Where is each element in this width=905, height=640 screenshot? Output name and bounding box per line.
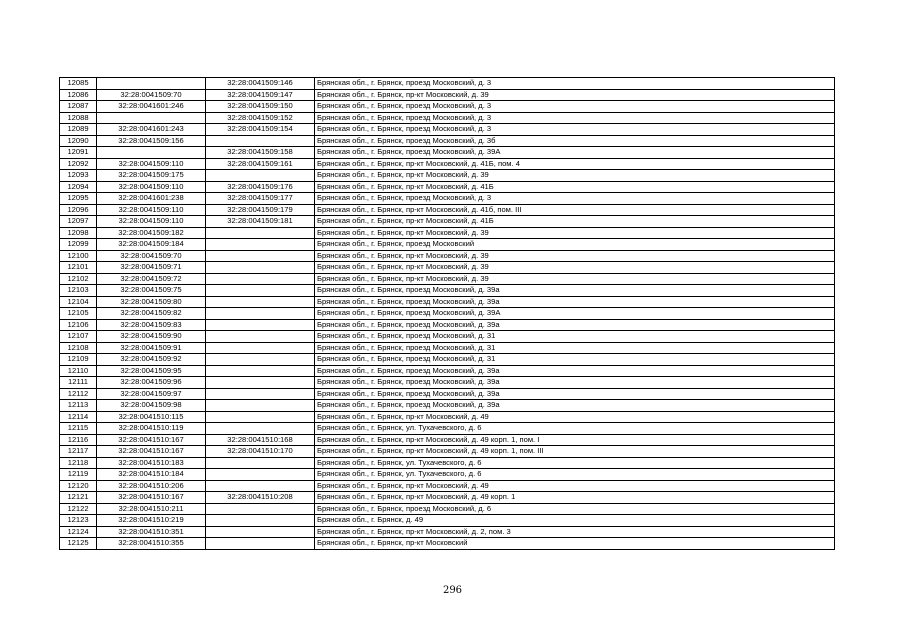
address-cell: Брянская обл., г. Брянск, проезд Московский, д. 39а bbox=[315, 365, 835, 377]
row-number-cell: 12087 bbox=[60, 101, 97, 113]
row-number-cell: 12109 bbox=[60, 354, 97, 366]
parcel-number-cell: 32:28:0041509:92 bbox=[97, 354, 206, 366]
address-cell: Брянская обл., г. Брянск, проезд Московский, д. 31 bbox=[315, 331, 835, 343]
table-row bbox=[60, 446, 835, 458]
parcel-number-cell: 32:28:0041510:206 bbox=[97, 480, 206, 492]
address-cell: Брянская обл., г. Брянск, ул. Тухачевского, д. 6 bbox=[315, 457, 835, 469]
address-cell: Брянская обл., г. Брянск, проезд Московский, д. 39а bbox=[315, 285, 835, 297]
object-number-cell bbox=[206, 526, 315, 538]
row-number-cell: 12094 bbox=[60, 181, 97, 193]
table-row bbox=[60, 388, 835, 400]
address-cell: Брянская обл., г. Брянск, пр-кт Московский, д. 39 bbox=[315, 170, 835, 182]
parcel-number-cell bbox=[97, 147, 206, 159]
table-row bbox=[60, 308, 835, 320]
parcel-number-cell bbox=[97, 78, 206, 90]
row-number-cell: 12108 bbox=[60, 342, 97, 354]
row-number-cell: 12091 bbox=[60, 147, 97, 159]
parcel-number-cell: 32:28:0041509:95 bbox=[97, 365, 206, 377]
table-row bbox=[60, 273, 835, 285]
address-cell: Брянская обл., г. Брянск, проезд Московский, д. 3 bbox=[315, 112, 835, 124]
row-number-cell: 12124 bbox=[60, 526, 97, 538]
address-cell: Брянская обл., г. Брянск, проезд Московский, д. 3 bbox=[315, 124, 835, 136]
object-number-cell bbox=[206, 469, 315, 481]
parcel-number-cell: 32:28:0041509:97 bbox=[97, 388, 206, 400]
row-number-cell: 12119 bbox=[60, 469, 97, 481]
row-number-cell: 12097 bbox=[60, 216, 97, 228]
address-cell: Брянская обл., г. Брянск, проезд Московский, д. 39а bbox=[315, 400, 835, 412]
row-number-cell: 12112 bbox=[60, 388, 97, 400]
table-row bbox=[60, 400, 835, 412]
parcel-number-cell: 32:28:0041509:80 bbox=[97, 296, 206, 308]
table-row bbox=[60, 434, 835, 446]
address-cell: Брянская обл., г. Брянск, пр-кт Московский, д. 39 bbox=[315, 250, 835, 262]
parcel-number-cell: 32:28:0041601:238 bbox=[97, 193, 206, 205]
row-number-cell: 12090 bbox=[60, 135, 97, 147]
table-row bbox=[60, 342, 835, 354]
table-row bbox=[60, 216, 835, 228]
table-row bbox=[60, 135, 835, 147]
address-cell: Брянская обл., г. Брянск, проезд Московский, д. 3б bbox=[315, 135, 835, 147]
row-number-cell: 12105 bbox=[60, 308, 97, 320]
table-row bbox=[60, 204, 835, 216]
page-number: 296 bbox=[442, 585, 463, 596]
object-number-cell: 32:28:0041509:152 bbox=[206, 112, 315, 124]
table-row bbox=[60, 101, 835, 113]
table-row bbox=[60, 112, 835, 124]
address-cell: Брянская обл., г. Брянск, проезд Московский, д. 3 bbox=[315, 78, 835, 90]
address-cell: Брянская обл., г. Брянск, проезд Московский, д. 39а bbox=[315, 377, 835, 389]
parcel-number-cell: 32:28:0041509:110 bbox=[97, 216, 206, 228]
table-row bbox=[60, 181, 835, 193]
address-cell: Брянская обл., г. Брянск, пр-кт Московский, д. 2, пом. 3 bbox=[315, 526, 835, 538]
parcel-number-cell: 32:28:0041510:183 bbox=[97, 457, 206, 469]
parcel-number-cell: 32:28:0041509:110 bbox=[97, 158, 206, 170]
row-number-cell: 12086 bbox=[60, 89, 97, 101]
address-cell: Брянская обл., г. Брянск, пр-кт Московский, д. 49 корп. 1, пом. III bbox=[315, 446, 835, 458]
table-row bbox=[60, 124, 835, 136]
object-number-cell bbox=[206, 285, 315, 297]
object-number-cell bbox=[206, 377, 315, 389]
address-cell: Брянская обл., г. Брянск, пр-кт Московский, д. 41б, пом. III bbox=[315, 204, 835, 216]
object-number-cell bbox=[206, 503, 315, 515]
row-number-cell: 12111 bbox=[60, 377, 97, 389]
row-number-cell: 12103 bbox=[60, 285, 97, 297]
row-number-cell: 12117 bbox=[60, 446, 97, 458]
object-number-cell: 32:28:0041509:150 bbox=[206, 101, 315, 113]
table-row bbox=[60, 492, 835, 504]
parcel-number-cell: 32:28:0041509:182 bbox=[97, 227, 206, 239]
table-row bbox=[60, 480, 835, 492]
table-row bbox=[60, 319, 835, 331]
row-number-cell: 12096 bbox=[60, 204, 97, 216]
parcel-number-cell: 32:28:0041509:175 bbox=[97, 170, 206, 182]
address-cell: Брянская обл., г. Брянск, пр-кт Московский, д. 41Б bbox=[315, 181, 835, 193]
row-number-cell: 12088 bbox=[60, 112, 97, 124]
row-number-cell: 12110 bbox=[60, 365, 97, 377]
object-number-cell bbox=[206, 457, 315, 469]
object-number-cell: 32:28:0041509:181 bbox=[206, 216, 315, 228]
row-number-cell: 12102 bbox=[60, 273, 97, 285]
object-number-cell bbox=[206, 400, 315, 412]
object-number-cell bbox=[206, 365, 315, 377]
table-row bbox=[60, 377, 835, 389]
parcel-number-cell: 32:28:0041509:82 bbox=[97, 308, 206, 320]
object-number-cell bbox=[206, 296, 315, 308]
parcel-number-cell: 32:28:0041510:184 bbox=[97, 469, 206, 481]
table-row bbox=[60, 250, 835, 262]
object-number-cell bbox=[206, 538, 315, 550]
object-number-cell: 32:28:0041509:147 bbox=[206, 89, 315, 101]
address-cell: Брянская обл., г. Брянск, проезд Московский, д. 39а bbox=[315, 296, 835, 308]
object-number-cell: 32:28:0041509:161 bbox=[206, 158, 315, 170]
object-number-cell: 32:28:0041510:168 bbox=[206, 434, 315, 446]
object-number-cell: 32:28:0041509:154 bbox=[206, 124, 315, 136]
object-number-cell: 32:28:0041510:170 bbox=[206, 446, 315, 458]
object-number-cell bbox=[206, 262, 315, 274]
row-number-cell: 12095 bbox=[60, 193, 97, 205]
table-row bbox=[60, 538, 835, 550]
parcel-number-cell: 32:28:0041510:167 bbox=[97, 446, 206, 458]
object-number-cell: 32:28:0041509:179 bbox=[206, 204, 315, 216]
address-cell: Брянская обл., г. Брянск, проезд Московский, д. 3 bbox=[315, 193, 835, 205]
address-cell: Брянская обл., г. Брянск, проезд Московский, д. 39А bbox=[315, 308, 835, 320]
table-row bbox=[60, 147, 835, 159]
row-number-cell: 12089 bbox=[60, 124, 97, 136]
object-number-cell bbox=[206, 515, 315, 527]
parcel-number-cell: 32:28:0041509:70 bbox=[97, 89, 206, 101]
table-row bbox=[60, 354, 835, 366]
row-number-cell: 12107 bbox=[60, 331, 97, 343]
table-row bbox=[60, 193, 835, 205]
object-number-cell: 32:28:0041509:176 bbox=[206, 181, 315, 193]
table-row bbox=[60, 503, 835, 515]
row-number-cell: 12104 bbox=[60, 296, 97, 308]
row-number-cell: 12098 bbox=[60, 227, 97, 239]
address-cell: Брянская обл., г. Брянск, пр-кт Московский, д. 49 bbox=[315, 480, 835, 492]
object-number-cell bbox=[206, 354, 315, 366]
table-row bbox=[60, 526, 835, 538]
row-number-cell: 12116 bbox=[60, 434, 97, 446]
address-cell: Брянская обл., г. Брянск, пр-кт Московский, д. 49 корп. 1, пом. I bbox=[315, 434, 835, 446]
table-row bbox=[60, 227, 835, 239]
object-number-cell bbox=[206, 411, 315, 423]
parcel-number-cell: 32:28:0041510:351 bbox=[97, 526, 206, 538]
address-cell: Брянская обл., г. Брянск, пр-кт Московский, д. 39 bbox=[315, 262, 835, 274]
table-row bbox=[60, 296, 835, 308]
table-row bbox=[60, 411, 835, 423]
object-number-cell bbox=[206, 308, 315, 320]
table-row bbox=[60, 78, 835, 90]
address-cell: Брянская обл., г. Брянск, пр-кт Московский bbox=[315, 538, 835, 550]
address-cell: Брянская обл., г. Брянск, пр-кт Московский, д. 41Б bbox=[315, 216, 835, 228]
address-cell: Брянская обл., г. Брянск, проезд Московский, д. 39а bbox=[315, 319, 835, 331]
address-cell: Брянская обл., г. Брянск, проезд Московский, д. 3 bbox=[315, 101, 835, 113]
row-number-cell: 12092 bbox=[60, 158, 97, 170]
parcel-number-cell bbox=[97, 112, 206, 124]
parcel-number-cell: 32:28:0041509:75 bbox=[97, 285, 206, 297]
object-number-cell bbox=[206, 342, 315, 354]
parcel-number-cell: 32:28:0041509:184 bbox=[97, 239, 206, 251]
row-number-cell: 12120 bbox=[60, 480, 97, 492]
object-number-cell: 32:28:0041510:208 bbox=[206, 492, 315, 504]
object-number-cell bbox=[206, 319, 315, 331]
parcel-number-cell: 32:28:0041509:91 bbox=[97, 342, 206, 354]
table-row bbox=[60, 158, 835, 170]
table-row bbox=[60, 89, 835, 101]
parcel-number-cell: 32:28:0041509:156 bbox=[97, 135, 206, 147]
parcel-number-cell: 32:28:0041510:167 bbox=[97, 434, 206, 446]
address-cell: Брянская обл., г. Брянск, пр-кт Московский, д. 49 корп. 1 bbox=[315, 492, 835, 504]
object-number-cell bbox=[206, 170, 315, 182]
table-row bbox=[60, 365, 835, 377]
address-cell: Брянская обл., г. Брянск, пр-кт Московский, д. 49 bbox=[315, 411, 835, 423]
table-row bbox=[60, 262, 835, 274]
parcel-number-cell: 32:28:0041601:246 bbox=[97, 101, 206, 113]
row-number-cell: 12085 bbox=[60, 78, 97, 90]
address-cell: Брянская обл., г. Брянск, д. 49 bbox=[315, 515, 835, 527]
object-number-cell bbox=[206, 388, 315, 400]
address-cell: Брянская обл., г. Брянск, пр-кт Московский, д. 39 bbox=[315, 273, 835, 285]
parcel-number-cell: 32:28:0041510:119 bbox=[97, 423, 206, 435]
table-row bbox=[60, 285, 835, 297]
parcel-number-cell: 32:28:0041510:219 bbox=[97, 515, 206, 527]
object-number-cell bbox=[206, 239, 315, 251]
cadastral-table-body bbox=[60, 78, 835, 550]
row-number-cell: 12106 bbox=[60, 319, 97, 331]
table-row bbox=[60, 170, 835, 182]
address-cell: Брянская обл., г. Брянск, проезд Московский, д. 39а bbox=[315, 388, 835, 400]
object-number-cell bbox=[206, 273, 315, 285]
row-number-cell: 12113 bbox=[60, 400, 97, 412]
row-number-cell: 12101 bbox=[60, 262, 97, 274]
object-number-cell bbox=[206, 423, 315, 435]
row-number-cell: 12125 bbox=[60, 538, 97, 550]
parcel-number-cell: 32:28:0041509:83 bbox=[97, 319, 206, 331]
row-number-cell: 12114 bbox=[60, 411, 97, 423]
address-cell: Брянская обл., г. Брянск, пр-кт Московский, д. 39 bbox=[315, 89, 835, 101]
parcel-number-cell: 32:28:0041509:110 bbox=[97, 204, 206, 216]
row-number-cell: 12093 bbox=[60, 170, 97, 182]
parcel-number-cell: 32:28:0041510:211 bbox=[97, 503, 206, 515]
object-number-cell bbox=[206, 480, 315, 492]
table-row bbox=[60, 239, 835, 251]
object-number-cell bbox=[206, 331, 315, 343]
parcel-number-cell: 32:28:0041509:90 bbox=[97, 331, 206, 343]
table-row bbox=[60, 423, 835, 435]
address-cell: Брянская обл., г. Брянск, ул. Тухачевского, д. 6 bbox=[315, 469, 835, 481]
parcel-number-cell: 32:28:0041509:96 bbox=[97, 377, 206, 389]
table-row bbox=[60, 469, 835, 481]
row-number-cell: 12121 bbox=[60, 492, 97, 504]
object-number-cell bbox=[206, 135, 315, 147]
address-cell: Брянская обл., г. Брянск, пр-кт Московский, д. 39 bbox=[315, 227, 835, 239]
table-row bbox=[60, 457, 835, 469]
table-row bbox=[60, 331, 835, 343]
row-number-cell: 12115 bbox=[60, 423, 97, 435]
address-cell: Брянская обл., г. Брянск, проезд Московский, д. 6 bbox=[315, 503, 835, 515]
address-cell: Брянская обл., г. Брянск, пр-кт Московский, д. 41Б, пом. 4 bbox=[315, 158, 835, 170]
row-number-cell: 12123 bbox=[60, 515, 97, 527]
parcel-number-cell: 32:28:0041510:355 bbox=[97, 538, 206, 550]
address-cell: Брянская обл., г. Брянск, проезд Московский, д. 31 bbox=[315, 354, 835, 366]
row-number-cell: 12100 bbox=[60, 250, 97, 262]
address-cell: Брянская обл., г. Брянск, проезд Московский, д. 39А bbox=[315, 147, 835, 159]
parcel-number-cell: 32:28:0041601:243 bbox=[97, 124, 206, 136]
parcel-number-cell: 32:28:0041509:70 bbox=[97, 250, 206, 262]
parcel-number-cell: 32:28:0041509:72 bbox=[97, 273, 206, 285]
cadastral-table bbox=[59, 77, 835, 550]
object-number-cell: 32:28:0041509:146 bbox=[206, 78, 315, 90]
row-number-cell: 12099 bbox=[60, 239, 97, 251]
address-cell: Брянская обл., г. Брянск, ул. Тухачевского, д. 6 bbox=[315, 423, 835, 435]
object-number-cell: 32:28:0041509:158 bbox=[206, 147, 315, 159]
address-cell: Брянская обл., г. Брянск, проезд Московский, д. 31 bbox=[315, 342, 835, 354]
address-cell: Брянская обл., г. Брянск, проезд Московский bbox=[315, 239, 835, 251]
row-number-cell: 12122 bbox=[60, 503, 97, 515]
object-number-cell bbox=[206, 250, 315, 262]
object-number-cell bbox=[206, 227, 315, 239]
parcel-number-cell: 32:28:0041509:98 bbox=[97, 400, 206, 412]
parcel-number-cell: 32:28:0041509:71 bbox=[97, 262, 206, 274]
object-number-cell: 32:28:0041509:177 bbox=[206, 193, 315, 205]
table-row bbox=[60, 515, 835, 527]
parcel-number-cell: 32:28:0041509:110 bbox=[97, 181, 206, 193]
parcel-number-cell: 32:28:0041510:167 bbox=[97, 492, 206, 504]
row-number-cell: 12118 bbox=[60, 457, 97, 469]
parcel-number-cell: 32:28:0041510:115 bbox=[97, 411, 206, 423]
